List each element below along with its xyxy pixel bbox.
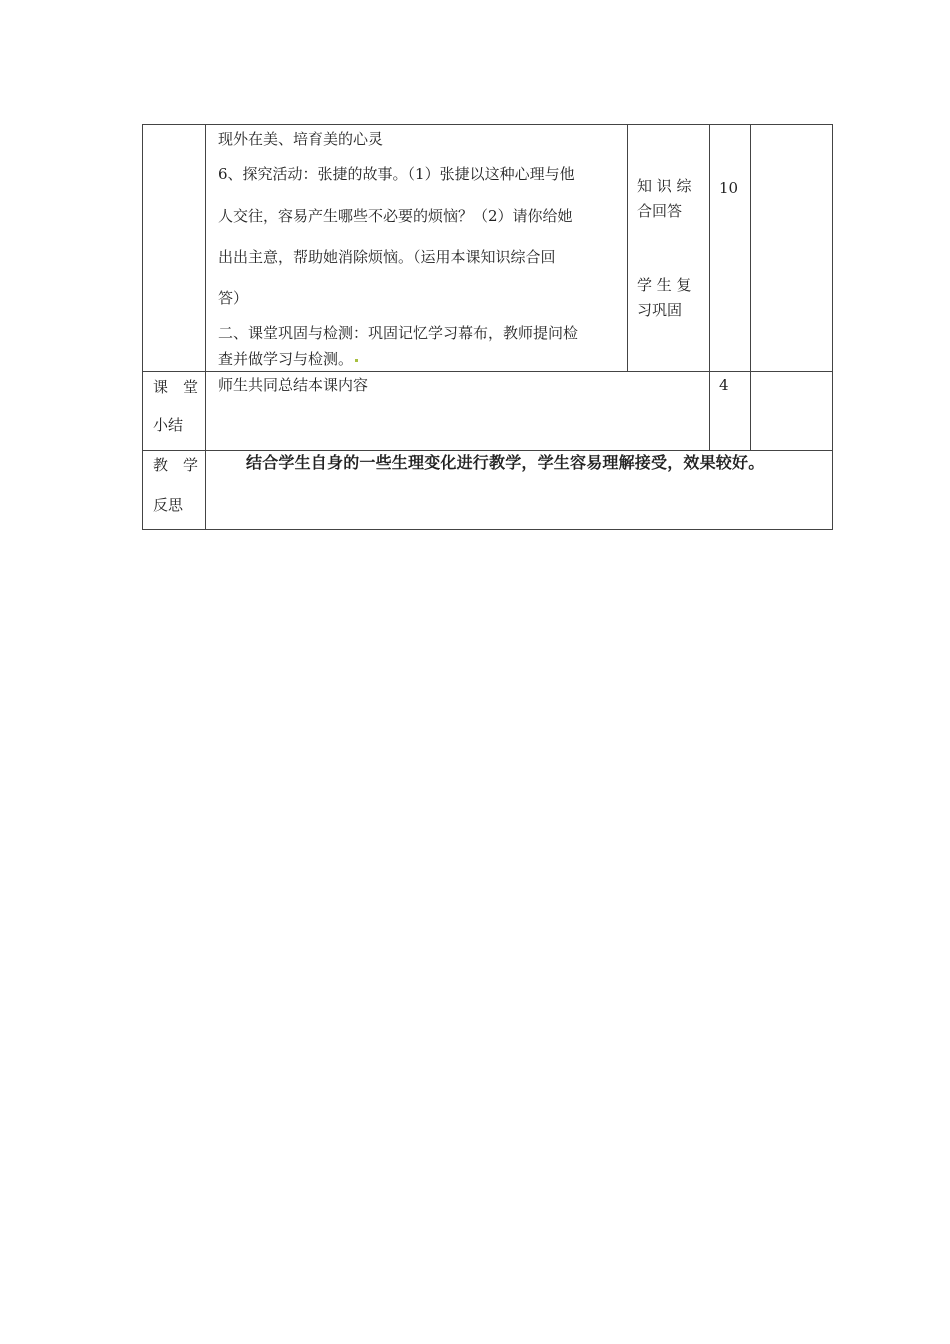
row3-label-line-1: 教 学 <box>153 456 199 474</box>
row-divider-2 <box>143 450 832 451</box>
row1-content-line-1: 现外在美、培育美的心灵 <box>218 130 384 148</box>
row2-content: 师生共同总结本课内容 <box>218 376 369 394</box>
row2-minutes: 4 <box>719 376 729 394</box>
row1-content-line-6: 二、课堂巩固与检测：巩固记忆学习幕布，教师提问检 <box>218 324 579 342</box>
col-divider-2 <box>627 125 628 372</box>
row1-content-line-4: 出出主意，帮助她消除烦恼。（运用本课知识综合回 <box>218 248 556 266</box>
row2-label-line-2: 小结 <box>153 416 184 434</box>
row3-label-line-2: 反思 <box>153 496 184 514</box>
green-dot-mark <box>355 359 358 362</box>
row1-activity-line-2: 合回答 <box>637 202 683 220</box>
col-divider-4 <box>750 125 751 451</box>
row1-activity-line-3: 学 生 复 <box>637 276 692 294</box>
row2-label-line-1: 课 堂 <box>153 378 199 396</box>
row1-content-line-2: 6、探究活动：张捷的故事。（1）张捷以这种心理与他 <box>218 165 575 183</box>
row1-activity-line-4: 习巩固 <box>637 301 683 319</box>
row1-content-line-5: 答） <box>218 289 249 307</box>
row3-content: 结合学生自身的一些生理变化进行教学，学生容易理解接受，效果较好。 <box>246 453 765 472</box>
row1-activity-line-1: 知 识 综 <box>637 177 692 195</box>
row-divider-1 <box>143 371 832 372</box>
row1-content-line-7: 查并做学习与检测。 <box>218 349 358 369</box>
row1-minutes: 10 <box>719 179 739 197</box>
col-divider-3 <box>709 125 710 451</box>
lesson-plan-table <box>142 124 833 530</box>
col-divider-1 <box>205 125 206 530</box>
row1-content-line-3: 人交往，容易产生哪些不必要的烦恼？（2）请你给她 <box>218 207 573 225</box>
